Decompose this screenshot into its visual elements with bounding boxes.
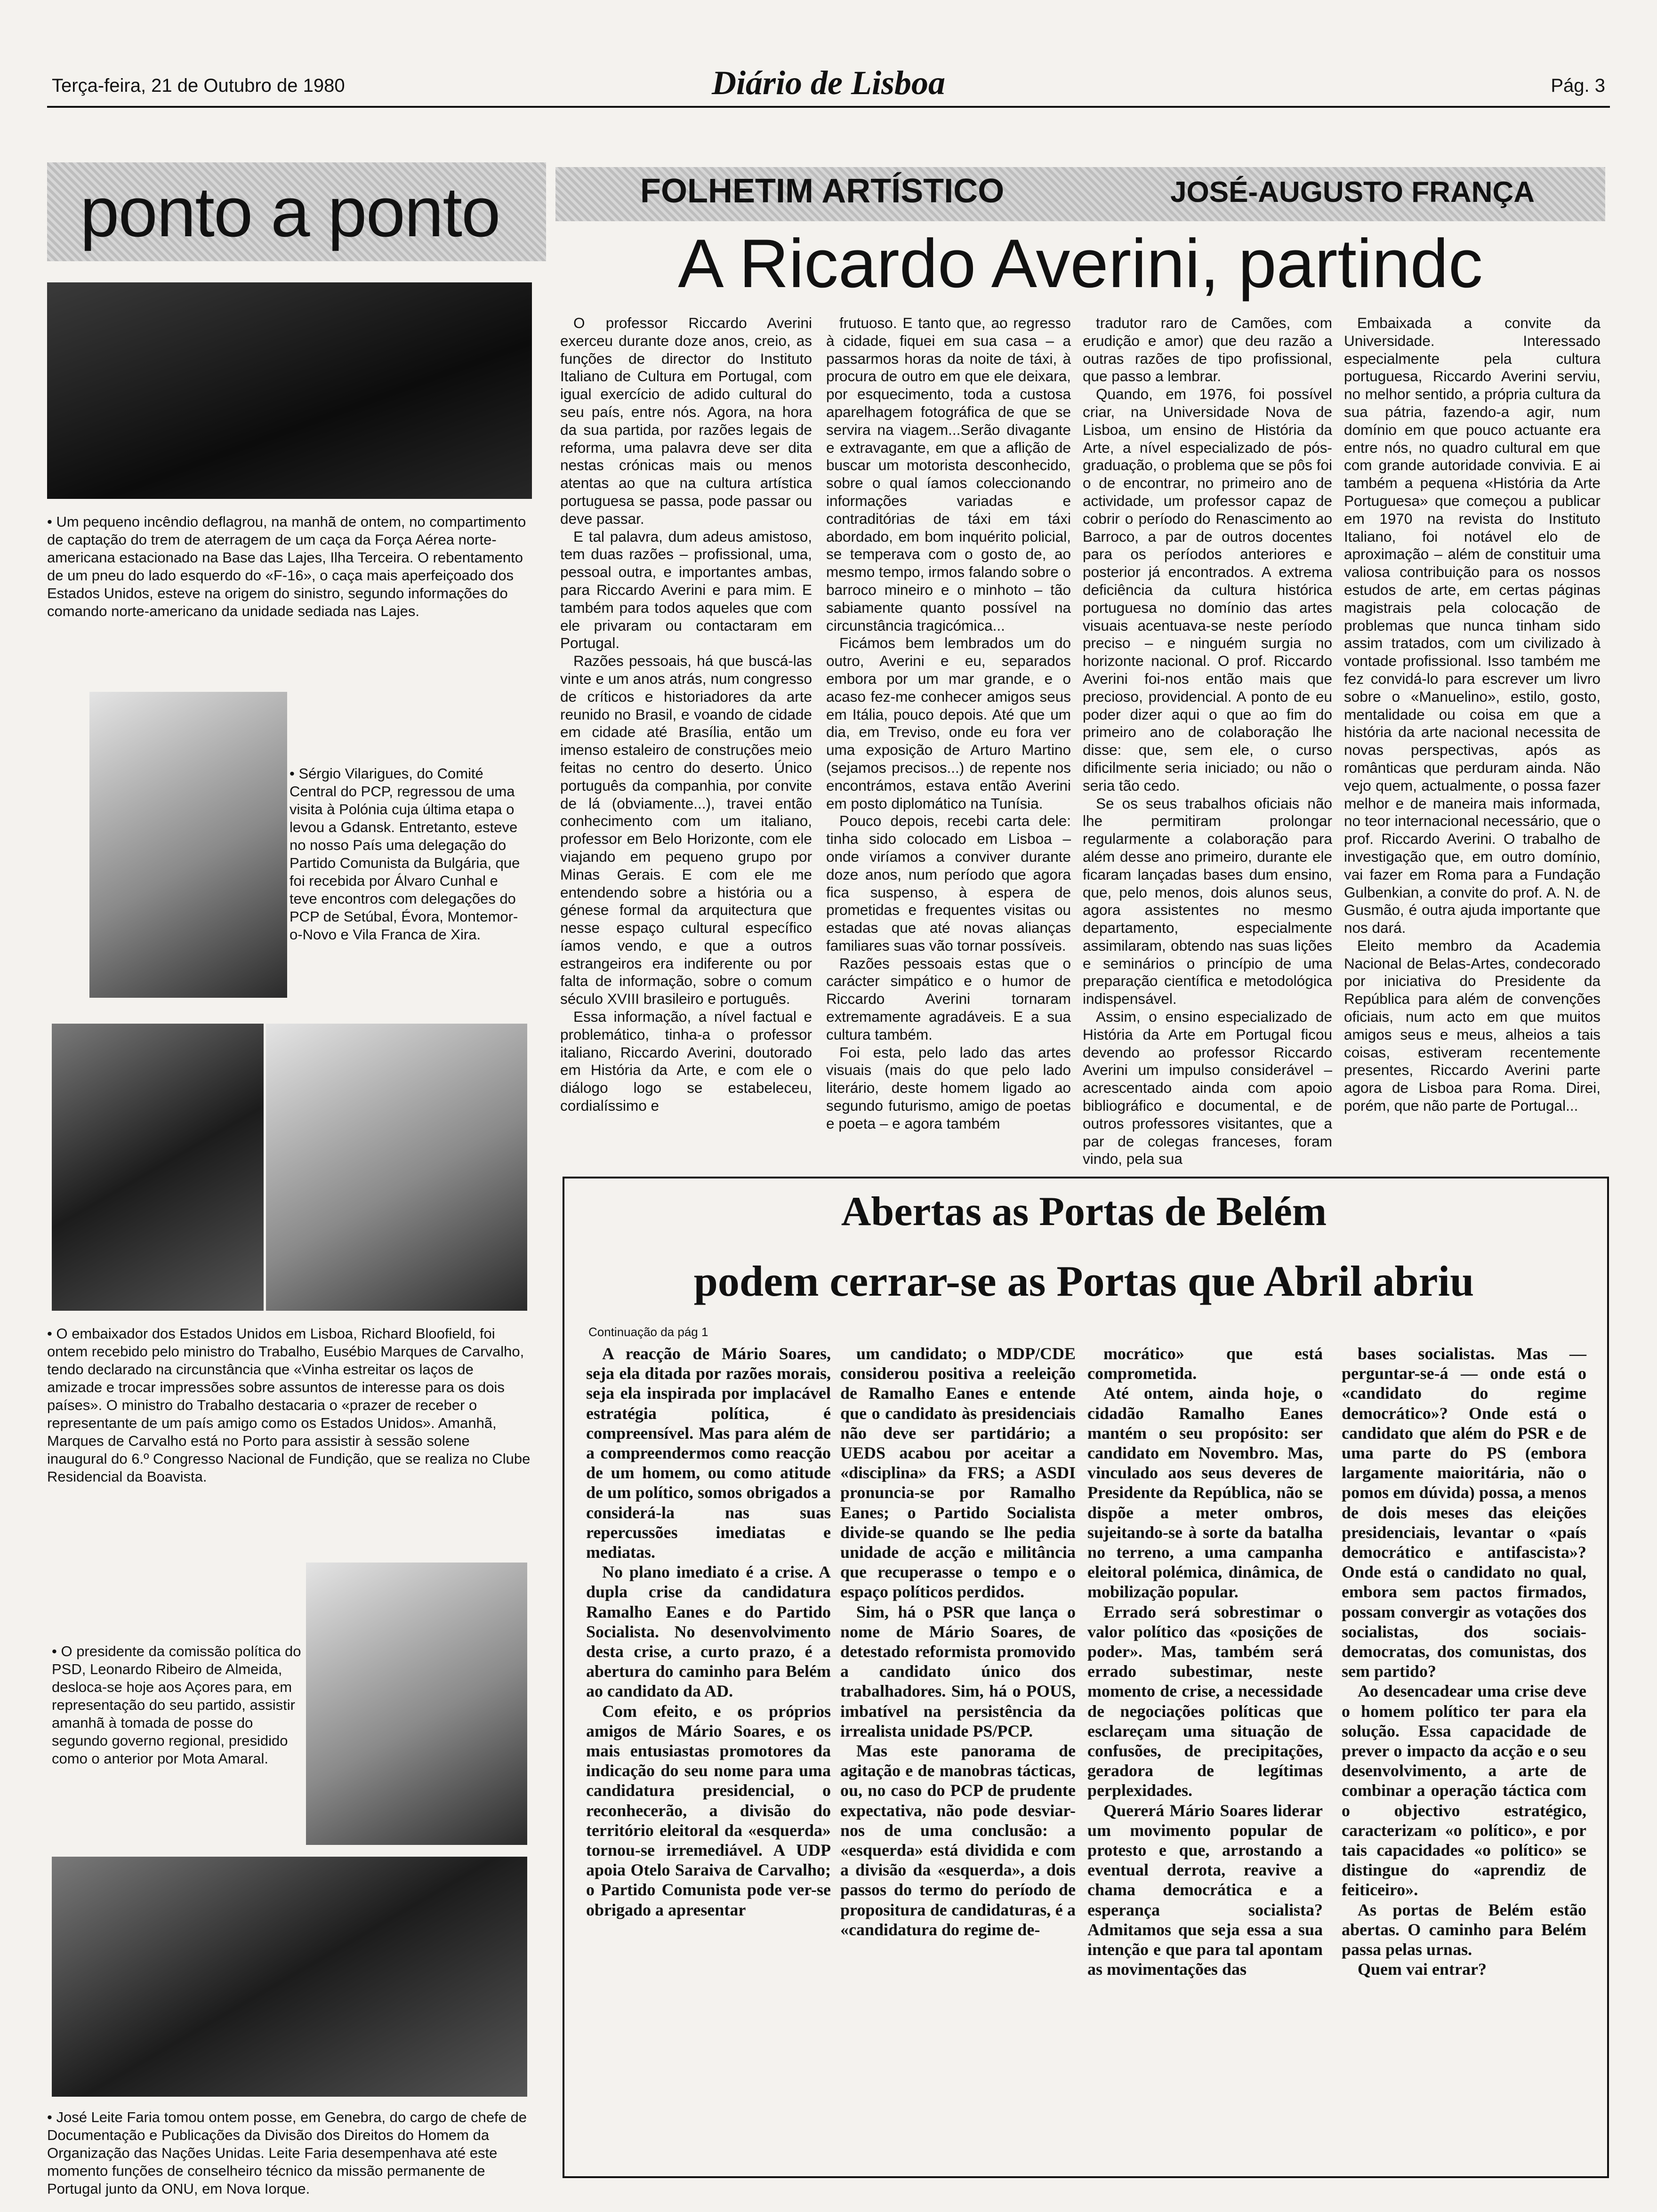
paragraph: Quem vai entrar? bbox=[1358, 1960, 1487, 1979]
continuation-note: Continuação da pág 1 bbox=[588, 1325, 708, 1339]
paragraph: frutuoso. E tanto que, ao regresso à cidade, fiquei em sua casa – a passarmos horas da noite de táxi, à procura de outro em que ele deixara, por esquecimento, toda a custosa aparelhagem fotográfica de que se servira na viagem...Serão divagante e extravagante, em que a aflição de buscar um motorista desconhecido, sobre o qual íamos coleccionando informações variadas e contraditórias de táxi em táxi abordado, em bom inquérito policial, se temperava com o gosto de, ao mesmo tempo, irmos falando sobre o barroco mineiro e o minhoto – tão sabiamente quanto possível na circunstância tragicómica... bbox=[826, 314, 1071, 634]
caption-vilarigues: • Sérgio Vilarigues, do Comité Central do PCP, regressou de uma visita à Polónia cuja última etapa o levou a Gdansk. Entretanto, esteve no nosso País uma delegação do Partido Comunista da Bulgária, que foi recebida por Álvaro Cunhal e teve encontros com delegações do PCP de Setúbal, Évora, Montemor-o-Novo e Vila Franca de Xira. bbox=[290, 765, 520, 943]
ponto-a-ponto-banner bbox=[47, 162, 546, 261]
photo-sergio-vilarigues bbox=[89, 692, 287, 998]
header-rule bbox=[47, 106, 1610, 108]
portas-col-2 bbox=[840, 1344, 1076, 1940]
photo-richard-bloofield bbox=[52, 1024, 264, 1311]
paragraph: E tal palavra, dum adeus amistoso, tem duas razões – profissional, uma, pessoal outra, e importantes ambas, para Riccardo Averini e para mim. E também para todos aqueles que com ele privaram ou contactaram em Portugal. bbox=[560, 528, 812, 652]
paragraph: Mas este panorama de agitação e de manobras tácticas, ou, no caso do PCP de prudente expectativa, não pode desviar-nos de uma conclusão: a «esquerda» está dividida e com a divisão da «esquerda», a dois passos do termo do período de propositura de candidaturas, é a «candidatura do regime de- bbox=[840, 1741, 1076, 1939]
folhetim-author: JOSÉ-AUGUSTO FRANÇA bbox=[1170, 176, 1535, 208]
photo-lajes-airbase bbox=[47, 282, 532, 499]
paragraph: Eleito membro da Academia Nacional de Belas-Artes, condecorado por iniciativa do Presidente da República para além de convenções oficiais, num acto em que muitos amigos seus e meus, alheios a tais coisas, estiveram recentemente presentes, Riccardo Averini parte agora de Lisboa para Roma. Direi, porém, que não parte de Portugal... bbox=[1344, 937, 1601, 1114]
paragraph: Foi esta, pelo lado das artes visuais (mais do que pelo lado literário, deste homem ligado ao segundo futurismo, amigo de poetas e poeta – e agora também bbox=[826, 1043, 1071, 1132]
folhetim-col-4 bbox=[1344, 314, 1601, 1115]
paragraph: A reacção de Mário Soares, seja ela ditada por razões morais, seja ela inspirada por implacável estratégia política, é compreensível. Mas para além de a compreendermos como reacção de um homem, ou como atitude de um político, somos obrigados a considerá-la nas suas repercussões imediatas e mediatas. bbox=[586, 1344, 831, 1562]
paragraph: mocrático» que está comprometida. bbox=[1087, 1344, 1323, 1383]
folhetim-col-1 bbox=[560, 314, 812, 1115]
photo-leonardo-ribeiro-almeida bbox=[306, 1563, 527, 1845]
folhetim-headline: A Ricardo Averini, partindc bbox=[678, 225, 1483, 302]
ponto-a-ponto-title: ponto a ponto bbox=[80, 172, 500, 251]
paragraph: Quando, em 1976, foi possível criar, na Universidade Nova de Lisboa, um ensino de História da Arte, a nível especializado de pós-graduação, o problema que se pôs foi o de encontrar, no primeiro ano de actividade, um professor capaz de cobrir o período do Renascimento ao Barroco, a par de outros docentes para os períodos anteriores e posterior já encontrados. A extrema deficiência da cultura histórica portuguesa no domínio das artes visuais acentuava-se neste período preciso – e ninguém surgia no horizonte nacional. O prof. Riccardo Averini foi-nos então mais que precioso, providencial. A ponto de eu poder dizer aqui o que ao fim do primeiro ano de colaboração lhe disse: que, sem ele, o curso dificilmente seria iniciado; ou não o seria tão cedo. bbox=[1083, 385, 1332, 794]
header-date: Terça-feira, 21 de Outubro de 1980 bbox=[52, 75, 345, 96]
masthead: Diário de Lisboa bbox=[712, 64, 945, 102]
paragraph: Ao desencadear uma crise deve o homem político ter para ela solução. Essa capacidade de prever o impacto da acção e o seu desenvolvimento, a arte de combinar a operação táctica com o objectivo estratégico, caracterizam «o político», e por tais capacidades «o político» se distingue do «aprendiz de feiticeiro». bbox=[1342, 1682, 1586, 1899]
paragraph: Ficámos bem lembrados um do outro, Averini e eu, separados embora por um mar grande, e o acaso fez-me conhecer amigos seus em Itália, pouco depois. Até que um dia, em Treviso, onde eu fora ver uma exposição de Arturo Martino (sejamos precisos...) de repente nos encontrámos, estava então Averini em posto diplomático na Tunísia. bbox=[826, 634, 1071, 812]
paragraph: As portas de Belém estão abertas. O caminho para Belém passa pelas urnas. bbox=[1342, 1900, 1586, 1959]
portas-col-4 bbox=[1342, 1344, 1586, 1980]
portas-col-3 bbox=[1087, 1344, 1323, 1980]
folhetim-col-3 bbox=[1083, 314, 1332, 1168]
paragraph: Errado será sobrestimar o valor político das «posições de poder». Mas, também será errado subestimar, neste momento de crise, a necessidade de negociações políticas que esclareçam uma situação de confusões, de precipitações, geradora de legítimas perplexidades. bbox=[1087, 1602, 1323, 1800]
paragraph: No plano imediato é a crise. A dupla crise da candidatura Ramalho Eanes e do Partido Socialista. No desenvolvimento desta crise, a curto prazo, é a abertura do caminho para Belém ao candidato da AD. bbox=[586, 1563, 831, 1701]
paragraph: Sim, há o PSR que lança o nome de Mário Soares, de detestado reformista promovido a candidato único dos trabalhadores. Sim, há o POUS, imbatível na persistência da irrealista unidade PS/PCP. bbox=[840, 1602, 1076, 1740]
portas-headline-1: Abertas as Portas de Belém bbox=[841, 1189, 1327, 1234]
folhetim-banner bbox=[555, 167, 1605, 221]
caption-bloofield: • O embaixador dos Estados Unidos em Lisboa, Richard Bloofield, foi ontem recebido pelo ministro do Trabalho, Eusébio Marques de Carvalho, tendo declarado na circunstância que «Vinha estreitar os laços de amizade e trocar impressões sobre assuntos de interesse para os dois países». O ministro do Trabalho destacaria o «prazer de receber o representante de um país amigo como os Estados Unidos». Amanhã, Marques de Carvalho está no Porto para assistir à sessão solene inaugural do 6.º Congresso Nacional de Fundição, que se realiza no Clube Residencial da Boavista. bbox=[47, 1325, 531, 1485]
paragraph: tradutor raro de Camões, com erudição e amor) que deu razão a outras razões de tipo profissional, que passo a lembrar. bbox=[1083, 314, 1332, 385]
folhetim-section-label: FOLHETIM ARTÍSTICO bbox=[640, 172, 1005, 210]
paragraph: Até ontem, ainda hoje, o cidadão Ramalho Eanes mantém o seu propósito: ser candidato em Novembro. Mas, vinculado aos seus deveres de Presidente da República, não se dispõe a meter ombros, sujeitando-se à sorte da batalha no terreno, a uma campanha eleitoral polémica, dinâmica, de mobilização popular. bbox=[1087, 1384, 1323, 1602]
paragraph: Quererá Mário Soares liderar um movimento popular de protesto e que, arrostando a eventual derrota, reavive a chama democrática e a esperança socialista? Admitamos que seja essa a sua intenção e que para tal apontam as movimentações das bbox=[1087, 1801, 1323, 1979]
paragraph: O professor Riccardo Averini exerceu durante doze anos, creio, as funções de director do Instituto Italiano de Cultura em Portugal, com igual exercício de adido cultural do seu país, entre nós. Agora, na hora da sua partida, por razões legais de reforma, uma palavra deve ser dita nestas crónicas mais ou menos atentas ao que na cultura artística portuguesa se passa, pode passar ou deve passar. bbox=[560, 314, 812, 527]
photo-eusebio-marques-carvalho bbox=[266, 1024, 527, 1311]
portas-headline-2: podem cerrar-se as Portas que Abril abriu bbox=[693, 1257, 1474, 1305]
paragraph: Se os seus trabalhos oficiais não lhe permitiram prolongar regularmente a colaboração para além desse ano primeiro, durante ele ficaram lançadas bases dum ensino, que, pelo menos, dois alunos seus, agora assistentes no mesmo departamento, especialmente assimilaram, obtendo nas suas lições e seminários o princípio de uma preparação científica e metodológica indispensável. bbox=[1083, 794, 1332, 1008]
page-number: Pág. 3 bbox=[1551, 75, 1605, 96]
photo-onu-assembly bbox=[52, 1857, 527, 2097]
caption-lajes: • Um pequeno incêndio deflagrou, na manhã de ontem, no compartimento de captação do trem de aterragem de um caça da Força Aérea norte-americana estacionado na Base das Lajes, Ilha Terceira. O rebentamento de um pneu do lado esquerdo do «F-16», o caça mais aperfeiçoado dos Estados Unidos, esteve na origem do sinistro, segundo informações do comando norte-americano da unidade sediada nas Lajes. bbox=[47, 513, 526, 619]
paragraph: um candidato; o MDP/CDE considerou positiva a reeleição de Ramalho Eanes e entende que o candidato às presidenciais não deve ser partidário; a UEDS acabou por aceitar a «disciplina» da FRS; a ASDI pronuncia-se por Ramalho Eanes; o Partido Socialista divide-se quando se lhe pedia unidade de acção e militância que recuperasse o tempo e o espaço políticos perdidos. bbox=[840, 1344, 1076, 1602]
portas-col-1 bbox=[586, 1344, 831, 1920]
paragraph: Razões pessoais, há que buscá-las vinte e um anos atrás, num congresso de críticos e historiadores da arte reunido no Brasil, e voando de cidade em cidade até Brasília, então um imenso estaleiro de construções meio feitas no centro do deserto. Único português da companhia, por convite de lá (obviamente...), travei então conhecimento com um italiano, professor em Belo Horizonte, com ele viajando em pequeno grupo por Minas Gerais. E com ele me entendendo sobre a história ou a génese formal da arquitectura que nesse espaço cultural específico íamos vendo, e que a outros estrangeiros era indiferente ou por falta de informação, sobre o comum século XVIII brasileiro e português. bbox=[560, 652, 812, 1008]
folhetim-col-2 bbox=[826, 314, 1071, 1133]
paragraph: bases socialistas. Mas — perguntar-se-á — onde está o «candidato do regime democrático»? Onde está o candidato que além do PSR e de uma parte do PS (embora largamente maioritária, não o pomos em dúvida) possa, a menos de dois meses das eleições presidenciais, levantar o «país democrático e antifascista»? Onde está o candidato no qual, embora sem pactos firmados, possam convergir as votações dos socialistas, dos sociais-democratas, dos comunistas, dos sem partido? bbox=[1342, 1344, 1586, 1681]
paragraph: Razões pessoais estas que o carácter simpático e o humor de Riccardo Averini tornaram extremamente agradáveis. E a sua cultura também. bbox=[826, 954, 1071, 1043]
caption-ribeiro-almeida: • O presidente da comissão política do PSD, Leonardo Ribeiro de Almeida, desloca-se hoje aos Açores para, em representação do seu partido, assistir amanhã à tomada de posse do segundo governo regional, presidido como o anterior por Mota Amaral. bbox=[52, 1643, 301, 1767]
paragraph: Essa informação, a nível factual e problemático, tinha-a o professor italiano, Riccardo Averini, doutorado em História da Arte, e com ele o diálogo logo se estabeleceu, cordialíssimo e bbox=[560, 1008, 812, 1114]
paragraph: Assim, o ensino especializado de História da Arte em Portugal ficou devendo ao professor Riccardo Averini um impulso considerável – acrescentado ainda com apoio bibliográfico e documental, e de outros professores visitantes, que a par de colegas franceses, foram vindo, pela sua bbox=[1083, 1008, 1332, 1168]
paragraph: Com efeito, e os próprios amigos de Mário Soares, e os mais entusiastas promotores da indicação do seu nome para uma candidatura presidencial, o reconhecerão, a divisão do território eleitoral da «esquerda» tornou-se irremediável. A UDP apoia Otelo Saraiva de Carvalho; o Partido Comunista pode ver-se obrigado a apresentar bbox=[586, 1701, 831, 1919]
caption-leite-faria: • José Leite Faria tomou ontem posse, em Genebra, do cargo de chefe de Documentação e Publicações da Divisão dos Direitos do Homem da Organização das Nações Unidas. Leite Faria desempenhava até este momento funções de conselheiro técnico da missão permanente de Portugal junto da ONU, em Nova Iorque. bbox=[47, 2109, 527, 2197]
paragraph: Pouco depois, recebi carta dele: tinha sido colocado em Lisboa – onde viríamos a conviver durante doze anos, num período que agora fica suspenso, à espera de prometidas e frequentes visitas ou estadas que até novas alianças familiares suas vão tornar possíveis. bbox=[826, 812, 1071, 954]
paragraph: Embaixada a convite da Universidade. Interessado especialmente pela cultura portuguesa, Riccardo Averini serviu, no melhor sentido, a própria cultura da sua pátria, fazendo-a agir, num domínio em que pouco actuante era entre nós, no quadro cultural em que com grande autoridade convivia. E ai também a pequena «História da Arte Portuguesa» que começou a publicar em 1970 na revista do Instituto Italiano, foi notável elo de aproximação – além de constituir uma valiosa contribuição para os nossos estudos de arte, em certas páginas magistrais pela colocação de problemas que nunca tinham sido assim tratados, com um civilizado à vontade profissional. Isso também me fez convidá-lo para escrever um livro sobre o «Manuelino», estilo, gosto, mentalidade ou coisa em que a história da arte nacional necessita de novas perspectivas, após as românticas que perduram ainda. Não vejo quem, actualmente, o possa fazer melhor e de maneira mais informada, no teor internacional necessário, que o prof. Riccardo Averini. O trabalho de investigação que, em outro domínio, vai fazer em Roma para a Fundação Gulbenkian, a convite do prof. A. N. de Gusmão, é outra ajuda importante que nos dará. bbox=[1344, 314, 1601, 937]
